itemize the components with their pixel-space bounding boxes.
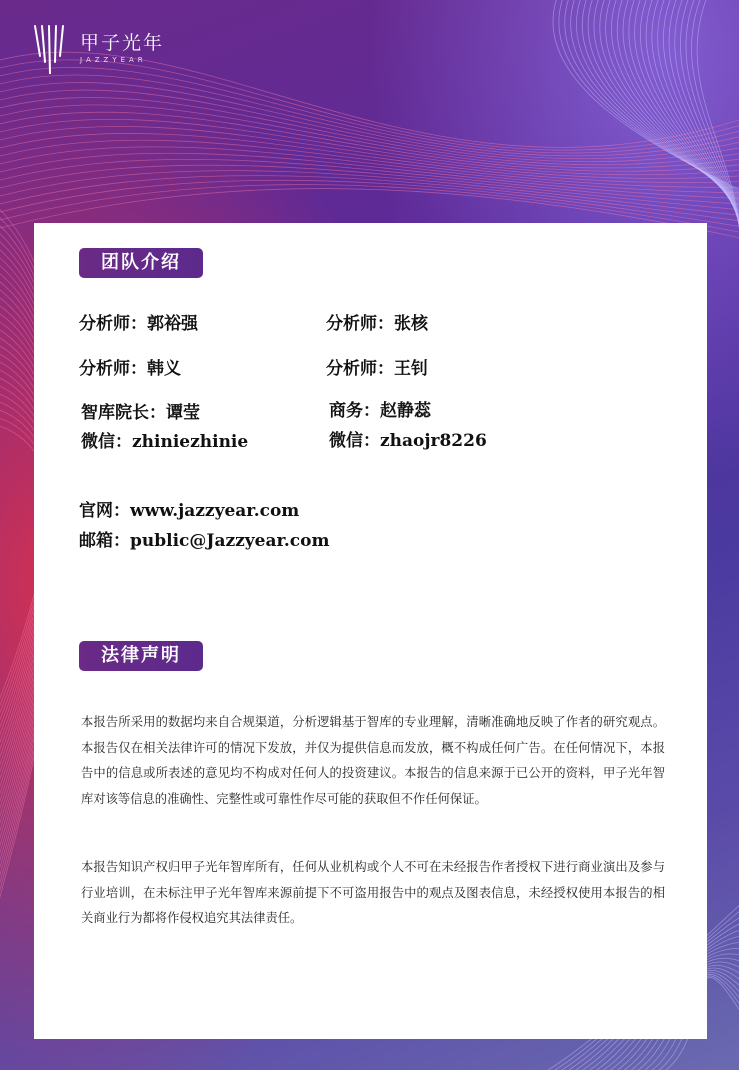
brand-logo <box>32 22 164 74</box>
analyst-name: 张核 <box>394 314 428 334</box>
legal-paragraph-1: 本报告所采用的数据均来自合规渠道，分析逻辑基于智库的专业理解，清晰准确地反映了作者的研究观点。本报告仅在相关法律许可的情况下发放，并仅为提供信息而发放，概不构成任何广告。在任何情况下，本报告中的信息或所表述的意见均不构成对任何人的投资建议。本报告的信息来源于已公开的资料，甲子光年智库对该等信息的准确性、完整性或可靠性作尽可能的获取但不作任何保证。 <box>81 715 665 806</box>
analyst-3 <box>79 354 181 379</box>
wechat-id: zhaojr8226 <box>380 431 487 451</box>
website-label: 官网： <box>79 501 130 521</box>
website-link[interactable]: www.jazzyear.com <box>130 501 300 521</box>
wechat-id: zhiniezhinie <box>132 432 249 452</box>
business-label: 商务： <box>329 401 380 421</box>
brand-name-cn: 甲子光年 <box>80 32 165 54</box>
team-heading: 团队介绍 <box>79 248 203 278</box>
analyst-label: 分析师： <box>326 359 394 379</box>
dean-wechat <box>81 427 248 452</box>
business <box>329 396 431 421</box>
email <box>79 526 329 551</box>
business-name: 赵静蕊 <box>380 401 431 421</box>
email-label: 邮箱： <box>79 531 130 551</box>
analyst-1 <box>79 309 198 334</box>
analyst-label: 分析师： <box>79 359 147 379</box>
wechat-label: 微信： <box>329 431 380 451</box>
dean-name: 谭莹 <box>166 403 200 423</box>
business-wechat <box>329 426 487 451</box>
brand-name-en: JAZZYEAR <box>80 56 147 64</box>
wechat-label: 微信： <box>81 432 132 452</box>
jazzyear-logo-icon <box>32 22 70 74</box>
analyst-2 <box>326 309 428 334</box>
analyst-label: 分析师： <box>79 314 147 334</box>
legal-paragraph-2: 本报告知识产权归甲子光年智库所有，任何从业机构或个人不可在未经报告作者授权下进行商业演出及参与行业培训，在未标注甲子光年智库来源前提下不可盗用报告中的观点及图表信息，未经授权使用本报告的相关商业行为都将作侵权追究其法律责任。 <box>81 860 665 925</box>
analyst-name: 韩义 <box>147 359 181 379</box>
analyst-4 <box>326 354 428 379</box>
dean <box>81 398 200 423</box>
website <box>79 496 299 521</box>
dean-label: 智库院长： <box>81 403 166 423</box>
analyst-name: 王钊 <box>394 359 428 379</box>
content-card <box>34 223 707 1039</box>
analyst-name: 郭裕强 <box>147 314 198 334</box>
legal-heading: 法律声明 <box>79 641 203 671</box>
email-link[interactable]: public@Jazzyear.com <box>130 531 330 551</box>
analyst-label: 分析师： <box>326 314 394 334</box>
